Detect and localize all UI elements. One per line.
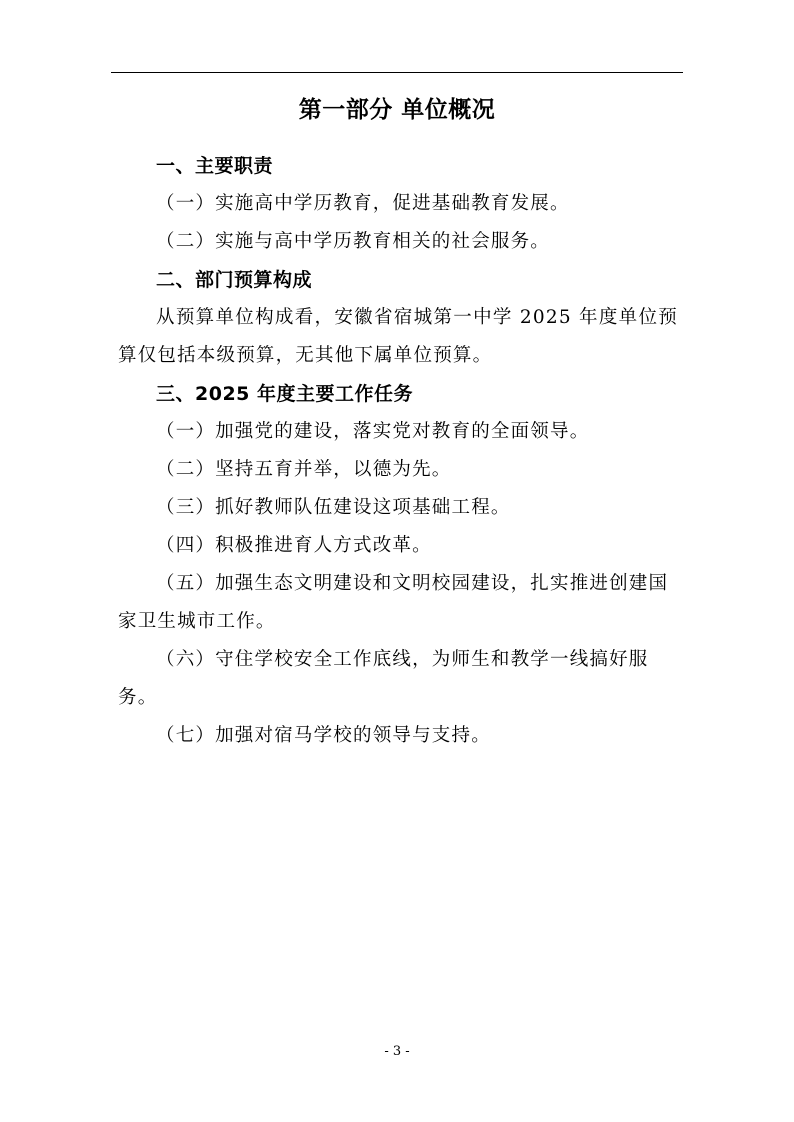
list-item: （一）加强党的建设，落实党对教育的全面领导。 — [156, 421, 590, 442]
list-item: （六）守住学校安全工作底线，为师生和教学一线搞好服务。 — [118, 649, 649, 708]
list-item: （五）加强生态文明建设和文明校园建设，扎实推进创建国家卫生城市工作。 — [118, 573, 669, 632]
list-item: （二）坚持五育并举，以德为先。 — [156, 459, 452, 480]
top-rule — [111, 72, 683, 73]
list-item: （七）加强对宿马学校的领导与支持。 — [156, 725, 491, 746]
page-number: - 3 - — [384, 1044, 410, 1059]
section-heading-budget-composition: 二、部门预算构成 — [156, 269, 313, 291]
section-heading-duties: 一、主要职责 — [156, 155, 274, 177]
section-heading-main-tasks: 三、2025 年度主要工作任务 — [156, 383, 413, 405]
list-item: （四）积极推进育人方式改革。 — [156, 535, 432, 556]
budget-composition-paragraph: 从预算单位构成看，安徽省宿城第一中学 2025 年度单位预算仅包括本级预算，无其他下属单位预算。 — [118, 307, 678, 366]
tasks-list — [118, 413, 678, 755]
list-item: （三）抓好教师队伍建设这项基础工程。 — [156, 497, 511, 518]
list-item: （二）实施与高中学历教育相关的社会服务。 — [156, 231, 551, 252]
list-item: （一）实施高中学历教育，促进基础教育发展。 — [156, 193, 570, 214]
page-title: 第一部分 单位概况 — [298, 97, 496, 123]
document-body — [118, 147, 678, 755]
duties-list — [118, 185, 678, 261]
